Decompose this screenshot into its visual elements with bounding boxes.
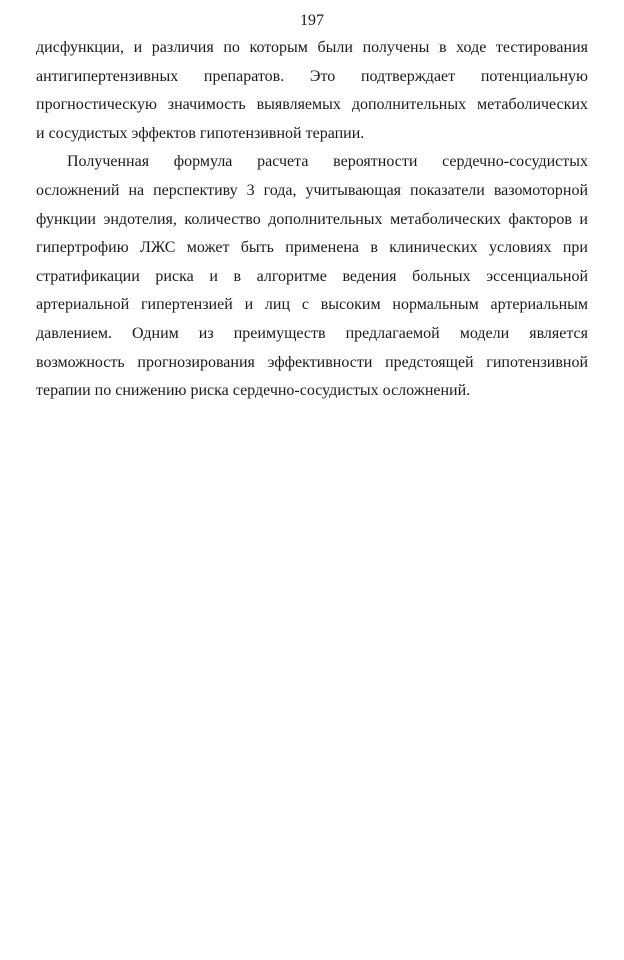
text-line: дисфункции, и различия по которым были получены в ходе тестирования [36, 39, 588, 56]
text-line: стратификации риска и в алгоритме ведения больных эссенциальной [36, 267, 588, 285]
text-line: терапии по снижению риска сердечно-сосудистых осложнений. [36, 382, 471, 400]
text-line: артериальной гипертензией и лиц с высоким нормальным артериальным [36, 296, 588, 314]
document-body [36, 34, 588, 406]
text-line: функции эндотелия, количество дополнительных метаболических факторов и [36, 210, 588, 228]
page-number: 197 [300, 12, 324, 29]
text-line: возможность прогнозирования эффективности предстоящей гипотензивной [36, 353, 588, 371]
text-line: Полученная формула расчета вероятности сердечно-сосудистых [67, 153, 588, 171]
text-line: давлением. Одним из преимуществ предлагаемой модели является [36, 324, 588, 342]
paragraph-1 [36, 34, 588, 148]
text-line: прогностическую значимость выявляемых дополнительных метаболических [36, 96, 588, 114]
text-line: осложнений на перспективу 3 года, учитывающая показатели вазомоторной [36, 181, 588, 199]
text-line: и сосудистых эффектов гипотензивной терапии. [36, 124, 365, 142]
text-line: антигипертензивных препаратов. Это подтверждает потенциальную [36, 67, 588, 85]
paragraph-2 [36, 148, 588, 405]
text-line: гипертрофию ЛЖС может быть применена в клинических условиях при [36, 239, 588, 257]
